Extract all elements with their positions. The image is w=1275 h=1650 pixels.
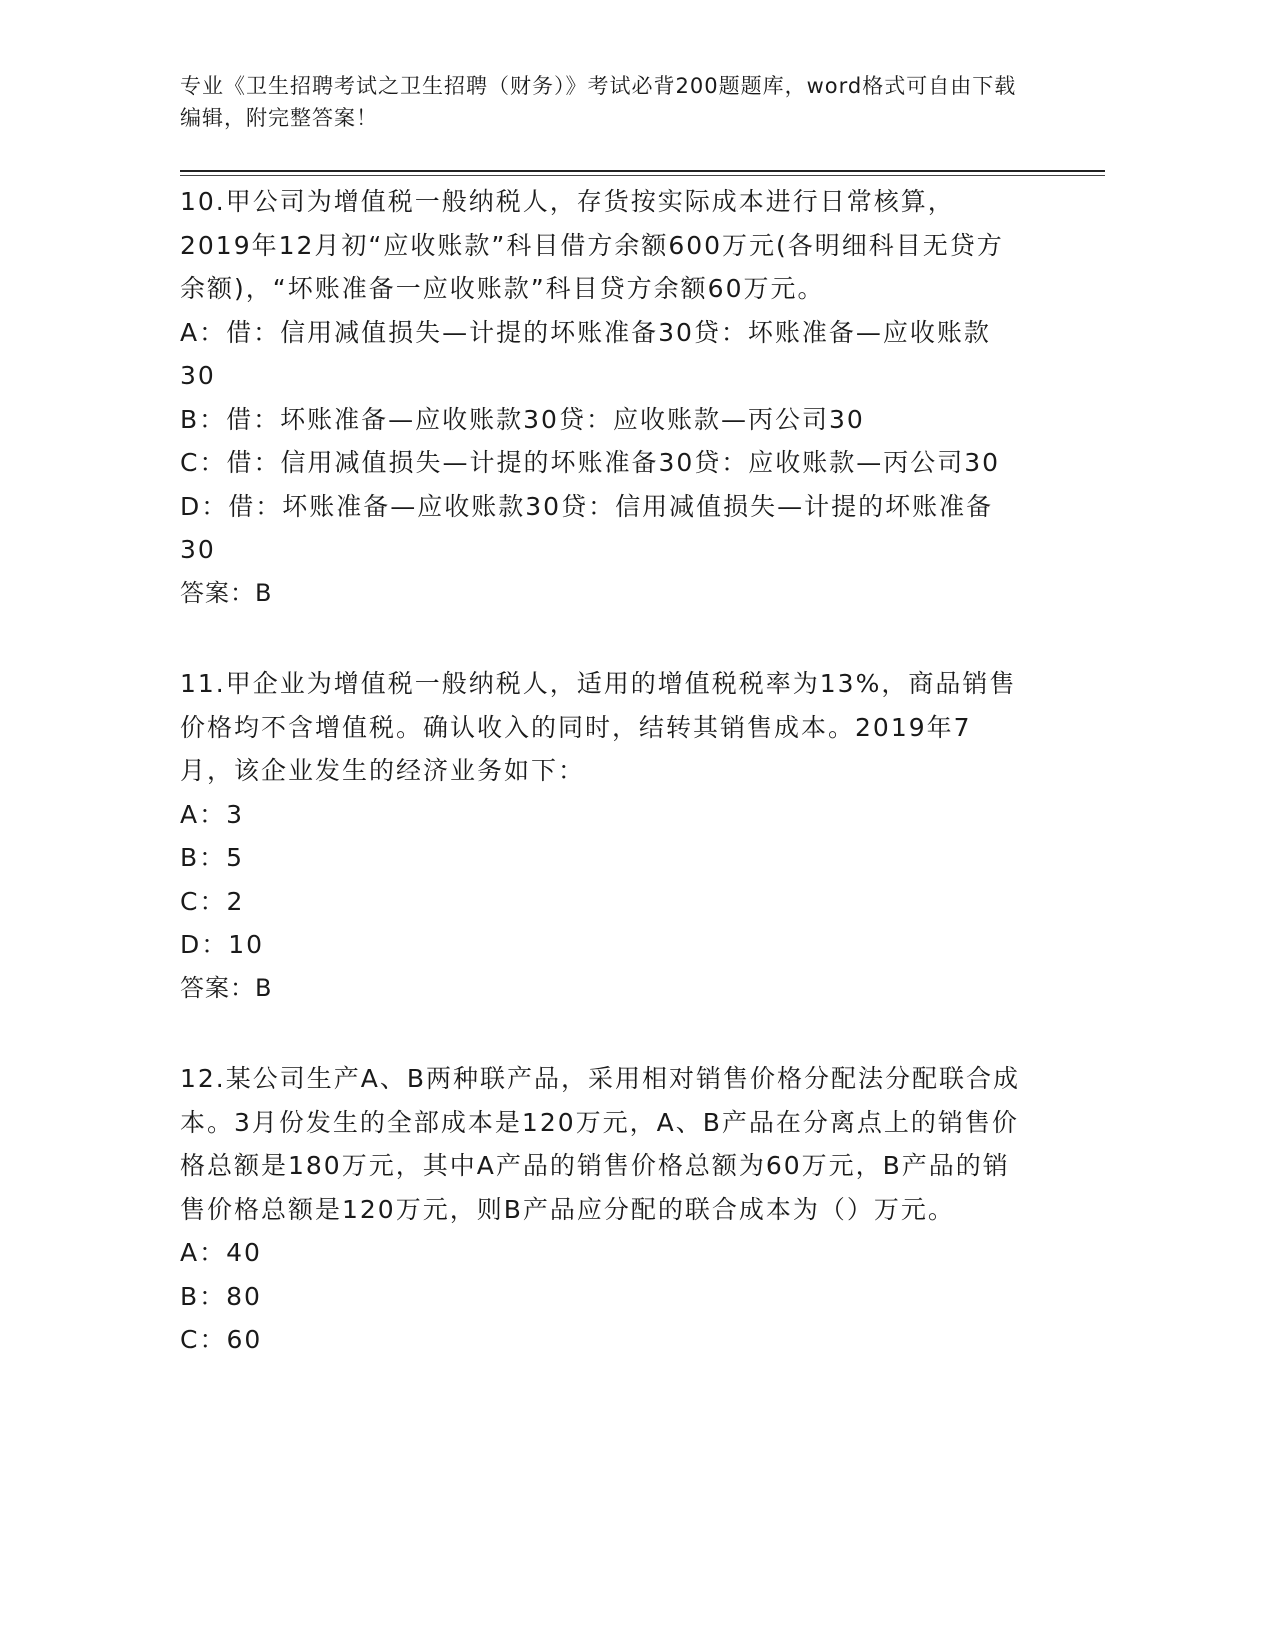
question-12 [180,1057,1025,1362]
question-11 [180,662,1025,1010]
option-list [180,311,1025,572]
option-c: C：2 [180,886,245,916]
option-list [180,1231,1025,1362]
header-divider-thick [180,170,1105,172]
question-spacer [180,1014,1025,1057]
option-d: D：借：坏账准备—应收账款30贷：信用减值损失—计提的坏账准备30 [180,491,994,564]
option-b: B：80 [180,1281,262,1311]
question-list [180,180,1025,1366]
option-c: C：60 [180,1325,263,1354]
question-stem: 10.甲公司为增值税一般纳税人，存货按实际成本进行日常核算，2019年12月初“应收账款”科目借方余额600万元(各明细科目无贷方余额)，“坏账准备一应收账款”科目贷方余额60万元。 [180,187,1004,303]
option-a: A：40 [180,1238,262,1267]
option-a: A：借：信用减值损失—计提的坏账准备30贷：坏账准备—应收账款30 [180,317,991,390]
question-stem: 11.甲企业为增值税一般纳税人，适用的增值税税率为13%，商品销售价格均不含增值税。确认收入的同时，结转其销售成本。2019年7月，该企业发生的经济业务如下： [180,669,1017,785]
option-d: D：10 [180,930,265,959]
option-c: C：借：信用减值损失—计提的坏账准备30贷：应收账款—丙公司30 [180,448,1001,477]
question-stem: 12.某公司生产A、B两种联产品，采用相对销售价格分配法分配联合成本。3月份发生的全部成本是120万元，A、B产品在分离点上的销售价格总额是180万元，其中A产品的销售价格总额为60万元，B产品的销售价格总额是120万元，则B产品应分配的联合成本为（）万元。 [180,1064,1021,1224]
header-divider-thin [180,175,1105,176]
question-spacer [180,619,1025,662]
answer-text: 答案：B [180,973,273,1002]
document-header: 专业《卫生招聘考试之卫生招聘（财务）》考试必背200题题库，word格式可自由下载编辑，附完整答案！ [180,74,1017,130]
question-10 [180,180,1025,615]
option-a: A：3 [180,799,245,829]
option-b: B：5 [180,843,245,872]
option-list [180,793,1025,967]
option-b: B：借：坏账准备—应收账款30贷：应收账款—丙公司30 [180,404,865,434]
answer-text: 答案：B [180,578,273,607]
